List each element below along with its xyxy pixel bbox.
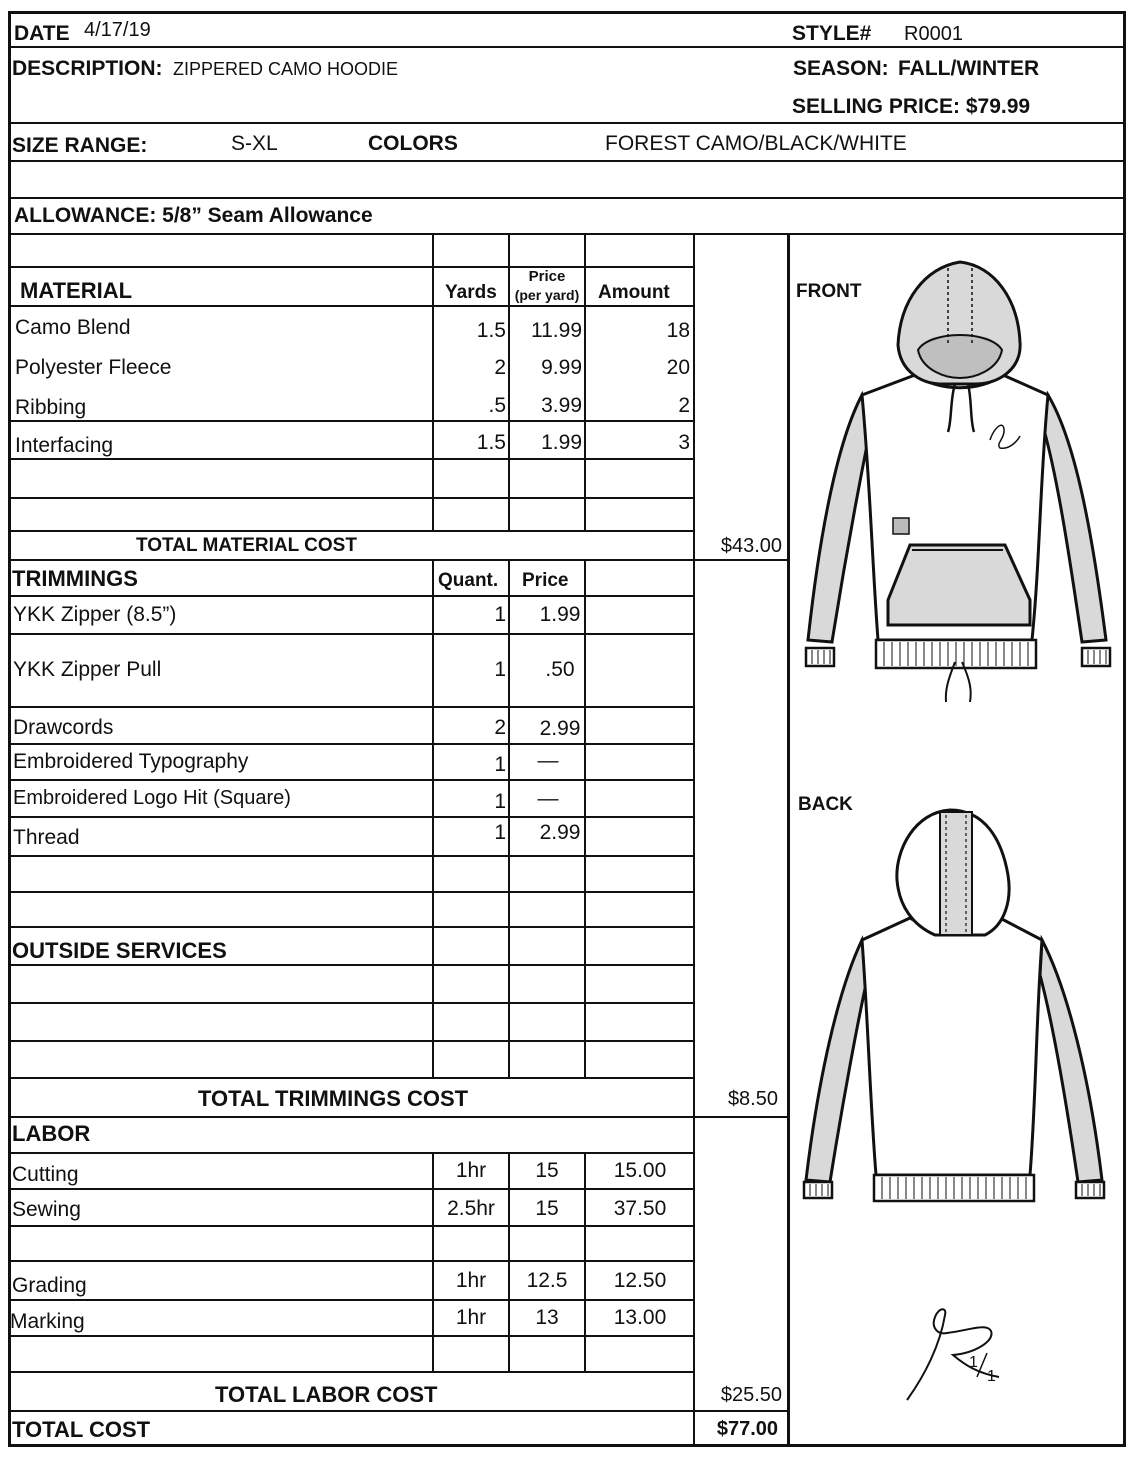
trimming-price: 2.99 xyxy=(539,717,581,740)
labor-rate: 12.5 xyxy=(526,1269,568,1292)
size-range-value: S-XL xyxy=(231,132,278,155)
back-label: BACK xyxy=(798,794,853,815)
material-total-label: TOTAL MATERIAL COST xyxy=(136,535,357,556)
outside-services-heading: OUTSIDE SERVICES xyxy=(12,938,227,963)
material-price: 3.99 xyxy=(541,394,582,417)
table-column-line xyxy=(508,1153,510,1371)
svg-text:1: 1 xyxy=(987,1368,996,1385)
material-name: Interfacing xyxy=(15,434,114,457)
table-column-line xyxy=(584,233,586,531)
material-col-yards: Yards xyxy=(445,282,497,303)
table-row-line xyxy=(8,420,694,422)
front-hoodie-sketch xyxy=(795,255,1120,710)
material-heading: MATERIAL xyxy=(20,278,133,303)
labor-total: $25.50 xyxy=(720,1384,782,1406)
table-row-line xyxy=(8,1040,694,1042)
front-logo-square xyxy=(893,518,909,534)
material-name: Camo Blend xyxy=(15,316,131,339)
material-price: 11.99 xyxy=(531,319,582,342)
table-row-line xyxy=(8,1260,694,1262)
table-column-line xyxy=(693,233,695,1445)
header-rule xyxy=(8,197,1126,199)
material-name: Polyester Fleece xyxy=(15,356,172,379)
table-row-line xyxy=(8,706,694,708)
table-row-line xyxy=(8,1371,694,1373)
trimmings-total: $8.50 xyxy=(727,1088,778,1110)
table-column-line xyxy=(432,233,434,531)
table-row-line xyxy=(8,1410,788,1412)
trimming-name: Embroidered Typography xyxy=(13,750,249,773)
material-yards: .5 xyxy=(488,394,506,417)
date-label: DATE xyxy=(14,22,70,45)
labor-total-label: TOTAL LABOR COST xyxy=(215,1382,438,1407)
material-name: Ribbing xyxy=(15,396,87,419)
trimming-name: Drawcords xyxy=(13,716,114,739)
table-column-line xyxy=(584,1153,586,1371)
front-label: FRONT xyxy=(796,281,862,302)
labor-rate: 13 xyxy=(535,1306,559,1329)
material-amount: 2 xyxy=(678,394,690,417)
table-row-line xyxy=(8,530,694,532)
table-row-line xyxy=(8,595,694,597)
style-label: STYLE# xyxy=(792,22,872,45)
season-value: FALL/WINTER xyxy=(898,57,1040,80)
labor-name: Sewing xyxy=(12,1198,81,1221)
material-amount: 18 xyxy=(666,319,690,342)
table-row-line xyxy=(8,1299,694,1301)
header-rule xyxy=(8,122,1126,124)
labor-time: 1hr xyxy=(455,1269,487,1292)
date-value: 4/17/19 xyxy=(84,19,151,41)
labor-name: Marking xyxy=(10,1310,85,1333)
table-row-line xyxy=(8,1152,694,1154)
table-row-line xyxy=(8,1225,694,1227)
header-rule xyxy=(8,46,1126,48)
back-body xyxy=(862,918,1042,1175)
trimming-price: — xyxy=(537,787,559,810)
trimming-name: Thread xyxy=(13,826,80,849)
labor-amount: 15.00 xyxy=(613,1159,667,1182)
table-row-line xyxy=(8,458,694,460)
material-col-price-unit: (per yard) xyxy=(514,287,580,303)
material-yards: 1.5 xyxy=(476,431,506,454)
back-hood-panel xyxy=(940,812,972,935)
trimming-price: 2.99 xyxy=(539,821,581,844)
labor-name: Cutting xyxy=(12,1163,79,1186)
labor-rate: 15 xyxy=(535,1159,559,1182)
selling-price: SELLING PRICE: $79.99 xyxy=(792,95,1031,118)
table-row-line xyxy=(8,1188,694,1190)
style-value: R0001 xyxy=(904,23,963,45)
trimming-name: YKK Zipper Pull xyxy=(13,658,162,681)
trimmings-col-quant: Quant. xyxy=(438,570,499,591)
material-amount: 3 xyxy=(678,431,690,454)
size-range-label: SIZE RANGE: xyxy=(12,134,148,157)
table-column-line xyxy=(432,560,434,1078)
trimming-quant: 1 xyxy=(494,790,506,813)
labor-time: 1hr xyxy=(455,1306,487,1329)
trimming-price: .50 xyxy=(545,658,575,681)
labor-name: Grading xyxy=(12,1274,87,1297)
material-yards: 2 xyxy=(494,356,506,379)
trimming-price: — xyxy=(537,749,559,772)
svg-text:1: 1 xyxy=(969,1354,978,1371)
labor-time: 2.5hr xyxy=(447,1197,495,1220)
table-row-line xyxy=(8,964,694,966)
total-cost-label: TOTAL COST xyxy=(12,1417,151,1442)
material-price: 1.99 xyxy=(541,431,582,454)
labor-amount: 12.50 xyxy=(613,1269,667,1292)
trimmings-col-price: Price xyxy=(522,570,569,591)
front-left-sleeve xyxy=(808,395,870,642)
signature-logo xyxy=(895,1305,1015,1405)
labor-heading: LABOR xyxy=(12,1121,91,1146)
table-row-line xyxy=(8,497,694,499)
colors-label: COLORS xyxy=(368,132,458,155)
table-row-line xyxy=(8,1002,694,1004)
front-kangaroo-pocket xyxy=(888,545,1030,625)
material-amount: 20 xyxy=(666,356,690,379)
material-col-price: Price xyxy=(528,268,566,285)
table-column-line xyxy=(508,560,510,1078)
table-row-line xyxy=(8,743,694,745)
table-row-line xyxy=(8,1335,694,1337)
trimming-quant: 1 xyxy=(494,753,506,776)
trimming-quant: 1 xyxy=(494,603,506,626)
table-row-line xyxy=(8,633,694,635)
trimming-name: YKK Zipper (8.5”) xyxy=(13,603,177,626)
material-total: $43.00 xyxy=(720,535,782,557)
material-yards: 1.5 xyxy=(476,319,506,342)
table-column-line xyxy=(432,1153,434,1371)
trimmings-total-label: TOTAL TRIMMINGS COST xyxy=(198,1086,469,1111)
description-label: DESCRIPTION: xyxy=(12,57,163,80)
back-left-sleeve xyxy=(806,940,868,1182)
table-row-line xyxy=(8,1116,788,1118)
table-row-line xyxy=(8,779,694,781)
allowance: ALLOWANCE: 5/8” Seam Allowance xyxy=(14,204,373,227)
material-col-amount: Amount xyxy=(598,282,670,303)
table-row-line xyxy=(8,891,694,893)
table-row-line xyxy=(8,855,694,857)
labor-time: 1hr xyxy=(455,1159,487,1182)
colors-value: FOREST CAMO/BLACK/WHITE xyxy=(605,132,907,155)
back-hoodie-sketch xyxy=(795,800,1120,1210)
trimming-price: 1.99 xyxy=(539,603,581,626)
material-price: 9.99 xyxy=(541,356,582,379)
trimmings-heading: TRIMMINGS xyxy=(12,566,138,591)
header-rule xyxy=(8,233,1126,235)
table-column-line xyxy=(584,560,586,1078)
trimming-name: Embroidered Logo Hit (Square) xyxy=(13,787,291,809)
table-row-line xyxy=(8,266,694,268)
sketch-divider xyxy=(787,233,790,1445)
table-row-line xyxy=(8,926,694,928)
labor-rate: 15 xyxy=(535,1197,559,1220)
table-row-line xyxy=(8,816,694,818)
table-row-line xyxy=(8,559,788,561)
season-label: SEASON: xyxy=(793,57,889,80)
description-value: ZIPPERED CAMO HOODIE xyxy=(173,59,399,79)
header-rule xyxy=(8,160,1126,162)
table-row-line xyxy=(8,305,694,307)
labor-amount: 37.50 xyxy=(613,1197,667,1220)
trimming-quant: 2 xyxy=(494,716,506,739)
trimming-quant: 1 xyxy=(494,821,506,844)
labor-amount: 13.00 xyxy=(613,1306,667,1329)
front-right-sleeve xyxy=(1044,395,1106,642)
table-row-line xyxy=(8,1077,694,1079)
total-cost-value: $77.00 xyxy=(716,1418,778,1440)
trimming-quant: 1 xyxy=(494,658,506,681)
back-right-sleeve xyxy=(1040,940,1102,1182)
